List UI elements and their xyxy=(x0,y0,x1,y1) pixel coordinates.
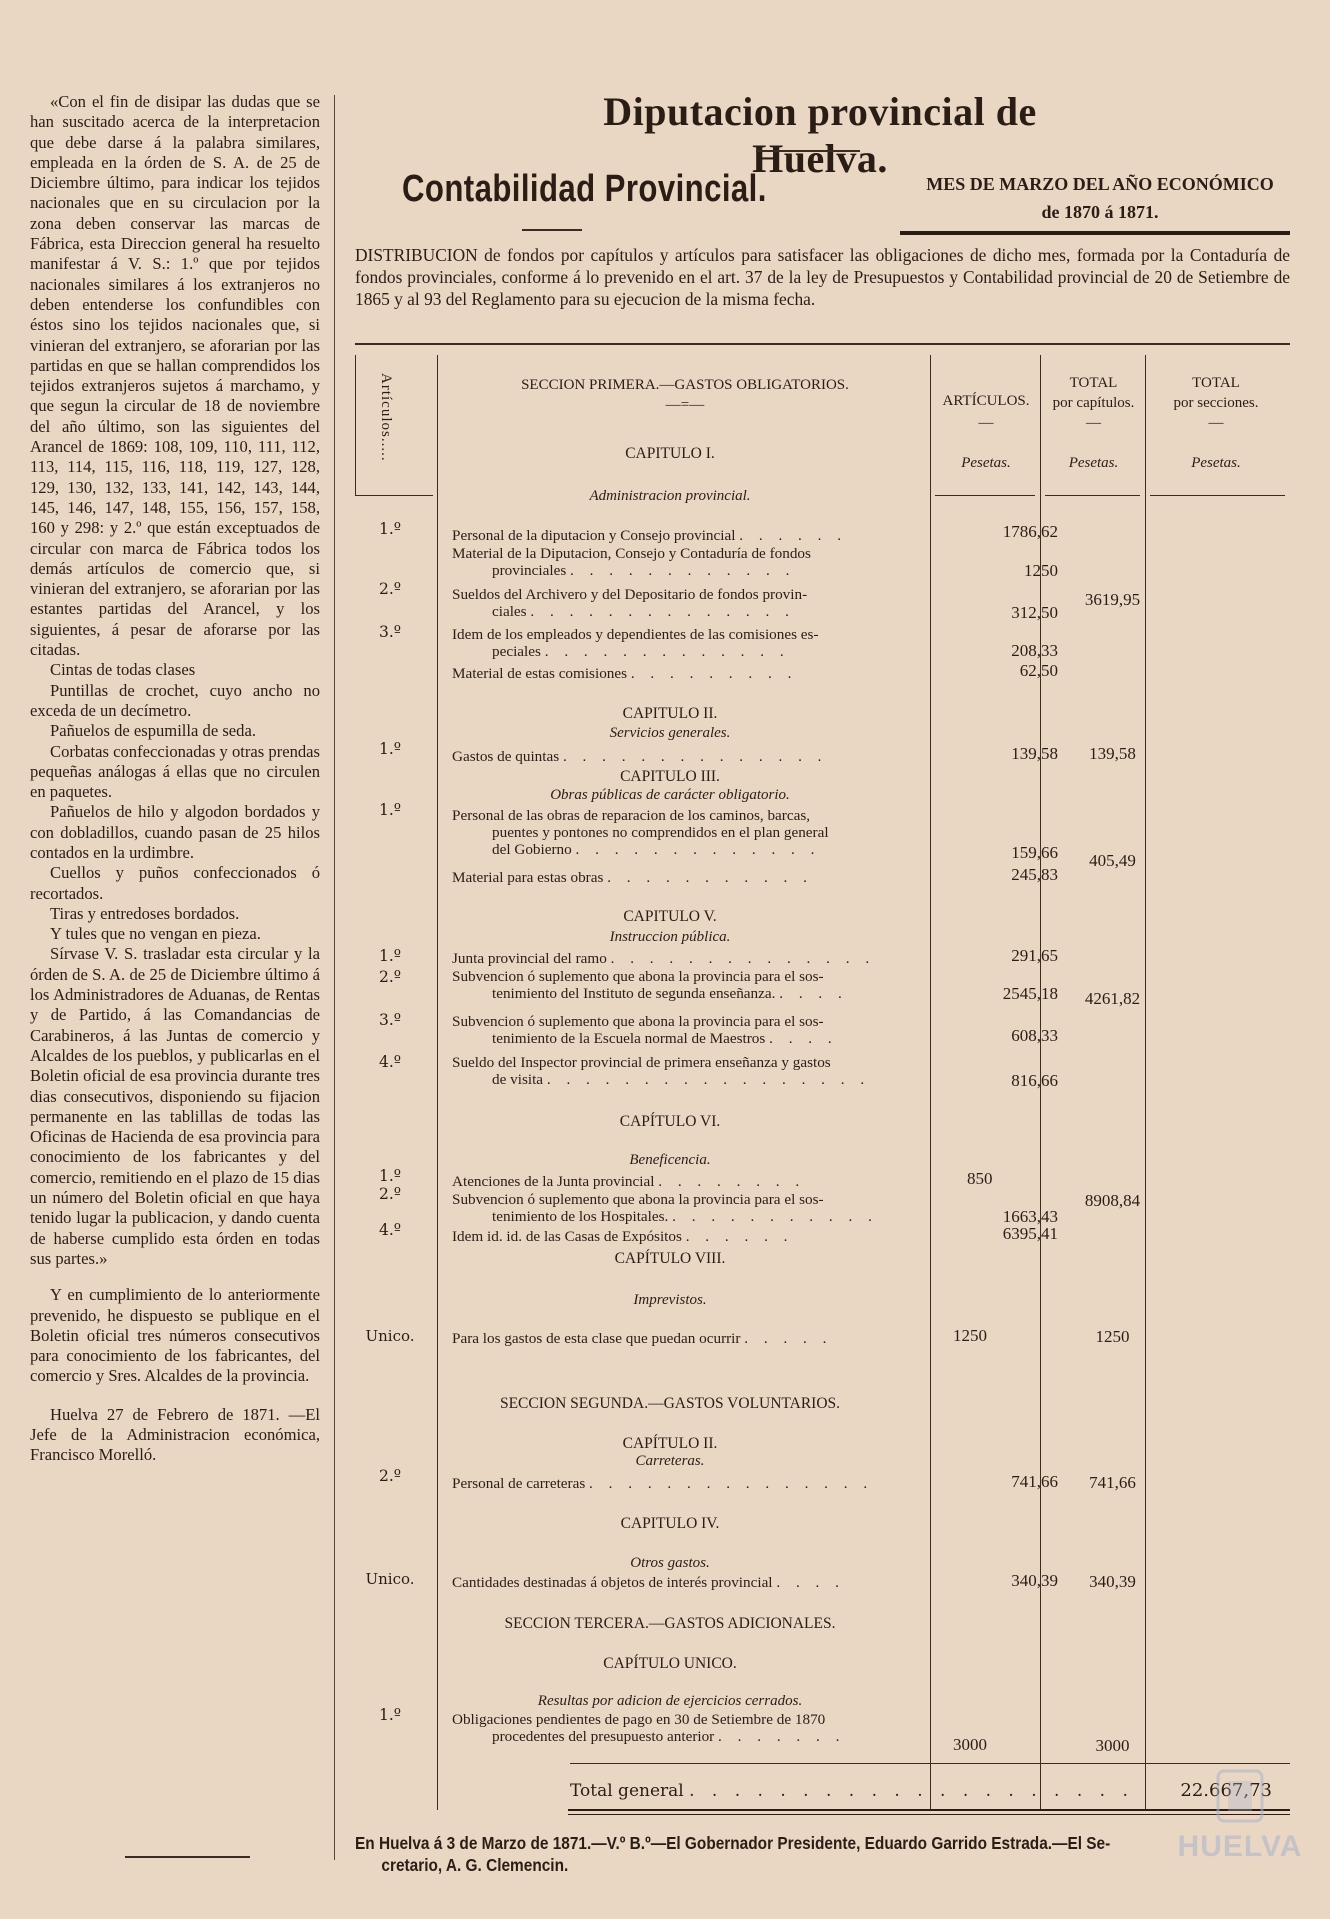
chapter-total: 340,39 xyxy=(1089,1572,1136,1591)
article-amount: 159,66 xyxy=(1011,843,1058,862)
column-rule xyxy=(930,355,931,1810)
chapter-total: 139,58 xyxy=(1089,744,1136,763)
total-capitulos-sub: por capítulos. xyxy=(1052,395,1135,411)
divider xyxy=(900,231,1290,235)
dash: — xyxy=(1086,415,1101,431)
row-label: provinciales xyxy=(492,562,567,579)
header-rule xyxy=(1150,495,1285,496)
separator: —=— xyxy=(665,397,705,413)
total-label: Total general xyxy=(570,1781,684,1801)
chapter-total: 405,49 xyxy=(1089,851,1136,870)
row-label: Material de estas comisiones xyxy=(452,665,628,682)
total-secciones-sub: por secciones. xyxy=(1173,395,1259,411)
list-item: Tiras y entredoses bordados. xyxy=(50,903,240,923)
list-item: Pañuelos de hilo y algodon bordados y con dobladillos, cuando pasan de 25 hilos contados en la urdimbre. xyxy=(30,802,320,862)
list-item: Puntillas de crochet, cuyo ancho no exceda de un decímetro. xyxy=(30,680,320,720)
table-row: Cantidades destinadas á objetos de interés provincial . . . . xyxy=(452,1574,845,1591)
table-row: Subvencion ó suplemento que abona la provincia para el sos- tenimiento del Instituto de segunda enseñanza. . . . . xyxy=(452,968,848,1002)
article-number: 4.º xyxy=(378,1053,402,1071)
row-label: Idem id. id. de las Casas de Expósitos xyxy=(452,1228,682,1245)
table-row: Gastos de quintas . . . . . . . . . . . . . . xyxy=(452,748,828,765)
article-amount: 608,33 xyxy=(1011,1026,1058,1045)
article-amount: 741,66 xyxy=(1011,1472,1058,1491)
chapter-subtitle: Imprevistos. xyxy=(633,1292,707,1308)
article-number: 1.º xyxy=(378,801,402,819)
row-label: procedentes del presupuesto anterior xyxy=(492,1728,715,1745)
article-number: Unico. xyxy=(365,1327,415,1345)
row-label: Material de la Diputacion, Consejo y Contaduría de fondos xyxy=(452,545,811,562)
unit-label: Pesetas. xyxy=(1191,455,1241,471)
crest-icon xyxy=(1210,1765,1270,1825)
chapter-title: CAPÍTULO II. xyxy=(622,1435,718,1452)
article-amount: 3000 xyxy=(953,1735,987,1754)
table-row: Material de la Diputacion, Consejo y Contaduría de fondos provinciales . . . . . . . . . . . . xyxy=(452,545,811,579)
article-number: 2.º xyxy=(378,968,402,986)
row-label: Sueldos del Archivero y del Depositario de fondos provin- xyxy=(452,586,808,603)
article-amount: 1250 xyxy=(1024,561,1058,580)
table-row: Material para estas obras . . . . . . . . . . . xyxy=(452,869,813,886)
divider xyxy=(125,1856,250,1858)
row-label: Atenciones de la Junta provincial xyxy=(452,1173,655,1190)
seccion-primera-heading: SECCION PRIMERA.—GASTOS OBLIGATORIOS. xyxy=(521,377,849,393)
column-rule xyxy=(355,355,356,495)
table-row: Personal de las obras de reparacion de los caminos, barcas, puentes y pontones no comprendidos en el plan general del Gobierno . . . . . . . . . . . . . xyxy=(452,807,829,858)
table-row: Personal de carreteras . . . . . . . . . . . . . . . xyxy=(452,1475,874,1492)
chapter-total: 741,66 xyxy=(1089,1473,1136,1492)
table-row: Obligaciones pendientes de pago en 30 de Setiembre de 1870 procedentes del presupuesto anterior . . . . . . . xyxy=(452,1711,846,1745)
chapter-subtitle: Resultas por adicion de ejercicios cerrados. xyxy=(537,1693,803,1709)
article-amount: 816,66 xyxy=(1011,1071,1058,1090)
chapter-total: 3000 xyxy=(1095,1736,1130,1755)
row-label: peciales xyxy=(492,643,541,660)
table-row: Personal de la diputacion y Consejo provincial . . . . . . xyxy=(452,527,848,544)
month-line: MES DE MARZO DEL AÑO ECONÓMICO xyxy=(926,174,1274,194)
chapter-subtitle: Servicios generales. xyxy=(609,725,731,741)
row-label: tenimiento de los Hospitales. xyxy=(492,1208,669,1225)
chapter-title: CAPITULO II. xyxy=(622,705,718,722)
row-label: de visita xyxy=(492,1071,544,1088)
chapter-total: 4261,82 xyxy=(1084,989,1141,1008)
divider xyxy=(355,343,1290,345)
chapter-title: CAPITULO IV. xyxy=(620,1515,720,1532)
table-row: Subvencion ó suplemento que abona la provincia para el sos- tenimiento de la Escuela normal de Maestros . . . . xyxy=(452,1013,838,1047)
column-divider xyxy=(334,95,335,1860)
article-amount: 850 xyxy=(967,1169,993,1188)
article-number: 4.º xyxy=(378,1221,402,1239)
list-item: Cuellos y puños confeccionados ó recortados. xyxy=(30,863,320,903)
article-amount: 291,65 xyxy=(1011,946,1058,965)
list-item: Pañuelos de espumilla de seda. xyxy=(50,721,256,741)
dash: — xyxy=(978,415,994,431)
month-heading xyxy=(915,170,1285,226)
article-amount: 1786,62 xyxy=(1002,522,1058,541)
row-label: Personal de la diputacion y Consejo provincial xyxy=(452,527,736,544)
table-row: Material de estas comisiones . . . . . . . . . xyxy=(452,665,798,682)
article-number: Unico. xyxy=(365,1570,415,1588)
header-rule xyxy=(935,495,1035,496)
row-label: Personal de carreteras xyxy=(452,1475,586,1492)
article-amount: 245,83 xyxy=(1011,865,1058,884)
row-label: Personal de las obras de reparacion de los caminos, barcas, xyxy=(452,807,811,824)
budget-table xyxy=(355,355,1290,1815)
chapter-title: CAPITULO V. xyxy=(623,908,717,925)
article-amount: 139,58 xyxy=(1011,744,1058,763)
article-amount: 62,50 xyxy=(1019,661,1058,680)
distrib-text: de fondos por capítulos y artículos para satisfacer las obligaciones de dicho mes, formada por la Contaduría de fondos provinciales, conforme á lo prevenido en el art. 37 de la ley de Presupuestos y Contabilidad provincial de 20 de Setiembre de 1865 y al 93 del Reglamento para su ejecucion de la misma fecha. xyxy=(355,245,1290,309)
row-label: Idem de los empleados y dependientes de las comisiones es- xyxy=(452,626,819,643)
row-label: tenimiento de la Escuela normal de Maestros xyxy=(492,1030,766,1047)
row-label: del Gobierno xyxy=(492,841,572,858)
article-number: 1.º xyxy=(378,740,402,758)
list-item: Y tules que no vengan en pieza. xyxy=(50,924,261,944)
divider xyxy=(522,229,582,231)
chapter-total: 8908,84 xyxy=(1084,1191,1141,1210)
table-row: Subvencion ó suplemento que abona la provincia para el sos- tenimiento de los Hospitales. . . . . . . . . . . . xyxy=(452,1191,878,1225)
row-label: Obligaciones pendientes de pago en 30 de Setiembre de 1870 xyxy=(452,1711,826,1728)
chapter-title: CAPÍTULO UNICO. xyxy=(603,1655,737,1672)
distrib-lead: DISTRIBUCION xyxy=(355,245,478,265)
articulos-column-header: ARTÍCULOS. xyxy=(942,393,1030,409)
chapter-subtitle: Administracion provincial. xyxy=(589,488,751,504)
header-rule xyxy=(355,495,433,496)
compliance-paragraph: Y en cumplimiento de lo anteriormente prevenido, he dispuesto se publique en el Boletin oficial tres números consecutivos para conocimiento de los fabricantes, del comercio y Sres. Alcaldes de la provincia. xyxy=(30,1285,320,1386)
total-general-value: 22.667,73 xyxy=(1180,1780,1272,1801)
chapter-subtitle: Otros gastos. xyxy=(630,1555,710,1571)
chapter-subtitle: Beneficencia. xyxy=(629,1152,711,1168)
chapter-title: CAPITULO III. xyxy=(620,768,720,785)
signature: Huelva 27 de Febrero de 1871. —El Jefe de la Administracion económica, Francisco Morelló. xyxy=(30,1404,320,1465)
distribution-intro xyxy=(355,244,1290,310)
row-label: Subvencion ó suplemento que abona la provincia para el sos- xyxy=(452,968,824,985)
articulos-label: Artículos..... xyxy=(378,373,394,462)
chapter-title: CAPITULO I. xyxy=(625,445,715,462)
column-rule xyxy=(437,355,438,1810)
total-rule xyxy=(570,1763,1290,1764)
section-heading: SECCION TERCERA.—GASTOS ADICIONALES. xyxy=(504,1615,836,1632)
article-amount: 312,50 xyxy=(1011,603,1058,622)
chapter-subtitle: Obras públicas de carácter obligatorio. xyxy=(550,787,790,803)
total-general-label: Total general . . . . . . . . . . . . . . . . . . . . xyxy=(570,1781,1134,1801)
footer-line: cretario, A. G. Clemencin. xyxy=(381,1855,569,1875)
row-label: ciales xyxy=(492,603,527,620)
chapter-subtitle: Instruccion pública. xyxy=(609,929,731,945)
row-label: Subvencion ó suplemento que abona la provincia para el sos- xyxy=(452,1013,824,1030)
chapter-total: 1250 xyxy=(1095,1327,1130,1346)
article-number: 1.º xyxy=(378,1167,402,1185)
chapter-title: CAPÍTULO VIII. xyxy=(614,1250,726,1267)
section-title: Contabilidad Provincial. xyxy=(402,168,767,210)
chapter-total: 3619,95 xyxy=(1084,590,1141,609)
total-capitulos-header: TOTAL xyxy=(1069,375,1118,391)
table-row: Idem de los empleados y dependientes de las comisiones es- peciales . . . . . . . . . . . . . xyxy=(452,626,819,660)
article-amount: 2545,18 xyxy=(1002,984,1058,1003)
section-heading: SECCION SEGUNDA.—GASTOS VOLUNTARIOS. xyxy=(499,1395,841,1412)
row-label: Material para estas obras xyxy=(452,869,604,886)
article-number: 1.º xyxy=(378,947,402,965)
unit-label: Pesetas. xyxy=(961,455,1011,471)
year-line: de 1870 á 1871. xyxy=(1041,202,1159,222)
article-amount: 340,39 xyxy=(1011,1571,1058,1590)
table-row: Atenciones de la Junta provincial . . . . . . . . xyxy=(452,1173,806,1190)
circular-paragraph: «Con el fin de disipar las dudas que se han suscitado acerca de la interpretacion que debe darse á la palabra similares, empleada en la órden de S. A. de 25 de Diciembre último, para indicar los tejidos nacionales que en su circulacion por la zona deben conservar las marcas de Fábrica, esta Direccion general ha resuelto manifestar á V. S.: 1.º que por tejidos nacionales similares á los extranjeros no deben entenderse los confundibles con éstos sino los tejidos nacionales que, si vinieran del extranjero, se aforarian por las partidas en que se hallan comprendidos los tejidos extranjeros sujetos á marchamo, y que segun la circular de 18 de noviembre del año último, son las siguientes del Arancel de 1869: 108, 109, 110, 111, 112, 113, 114, 115, 116, 118, 119, 127, 128, 129, 130, 132, 133, 141, 142, 143, 144, 145, 146, 147, 148, 155, 156, 157, 158, 160 y 298: y 2.º que están exceptuados de circular con marca de Fábrica todos los demás artículos de comercio que, si vinieran del extranjero, se aforarian por las estantes partidas del Arancel, y los siguientes, á pesar de aforarse por las citadas. xyxy=(30,92,320,660)
unit-label: Pesetas. xyxy=(1068,455,1119,471)
chapter-title: CAPÍTULO VI. xyxy=(619,1113,721,1130)
article-amount: 1663,43 xyxy=(1002,1207,1058,1226)
row-label: Gastos de quintas xyxy=(452,748,560,765)
footer-signature xyxy=(355,1832,1288,1876)
divider xyxy=(756,150,860,152)
stamp-text: HUELVA xyxy=(1177,1830,1303,1863)
article-number: 2.º xyxy=(378,1467,402,1485)
article-number: 1.º xyxy=(378,520,402,538)
header-rule xyxy=(1045,495,1140,496)
article-number: 1.º xyxy=(378,1706,402,1724)
instruction-paragraph: Sírvase V. S. trasladar esta circular y la órden de S. A. de 25 de Diciembre último á los Administradores de Aduanas, de Rentas y de Partido, á las Comandancias de Carabineros, á las Juntas de comercio y Alcaldes de los pueblos, y publicarlas en el Boletin oficial de esa provincia durante tres dias consecutivos, disponiendo su fijacion permanente en las tablillas de todas las Oficinas de Hacienda de esa provincia para conocimiento de los fabricantes y del comercio, remitiendo en el plazo de 15 dias un número del Boletin oficial en que haya tenido lugar la publicacion, y dando cuenta de haberse cumplido esta órden en todas sus partes.» xyxy=(30,944,320,1268)
table-row: Idem id. id. de las Casas de Expósitos . . . . . . xyxy=(452,1228,794,1245)
row-label: Sueldo del Inspector provincial de primera enseñanza y gastos xyxy=(452,1054,831,1071)
dash: — xyxy=(1208,415,1224,431)
table-row: Junta provincial del ramo . . . . . . . . . . . . . . xyxy=(452,950,876,967)
table-row: Sueldo del Inspector provincial de primera enseñanza y gastos de visita . . . . . . . . . . . . . . . . . xyxy=(452,1054,871,1088)
article-amount: 208,33 xyxy=(1011,641,1058,660)
article-amount: 6395,41 xyxy=(1002,1224,1058,1243)
article-number: 2.º xyxy=(378,580,402,598)
row-label: Para los gastos de esta clase que puedan ocurrir xyxy=(452,1330,741,1347)
left-column-text xyxy=(30,92,320,1466)
row-label: tenimiento del Instituto de segunda enseñanza. xyxy=(492,985,776,1002)
table-row: Sueldos del Archivero y del Depositario de fondos provin- ciales . . . . . . . . . . . . . . xyxy=(452,586,808,620)
row-label: Junta provincial del ramo xyxy=(452,950,607,967)
article-number: 2.º xyxy=(378,1185,402,1203)
total-secciones-header: TOTAL xyxy=(1192,375,1240,391)
list-item: Cintas de todas clases xyxy=(50,660,196,680)
row-label: puentes y pontones no comprendidos en el plan general xyxy=(492,824,829,841)
list-item: Corbatas confeccionadas y otras prendas pequeñas análogas á ellas que no circulen en paquetes. xyxy=(30,741,321,802)
chapter-subtitle: Carreteras. xyxy=(635,1453,705,1469)
table-row: Para los gastos de esta clase que puedan ocurrir . . . . . xyxy=(452,1330,833,1347)
article-amount: 1250 xyxy=(953,1326,987,1345)
footer-line: En Huelva á 3 de Marzo de 1871.—V.º B.º—El Gobernador Presidente, Eduardo Garrido Estrada.—El Se- xyxy=(355,1833,1111,1853)
page-title: Diputacion provincial de Huelva. xyxy=(603,89,1037,181)
row-label: Subvencion ó suplemento que abona la provincia para el sos- xyxy=(452,1191,824,1208)
article-number: 3.º xyxy=(378,623,402,641)
article-number: 3.º xyxy=(378,1011,402,1029)
row-label: Cantidades destinadas á objetos de interés provincial xyxy=(452,1574,773,1591)
archive-stamp xyxy=(1170,1765,1310,1885)
